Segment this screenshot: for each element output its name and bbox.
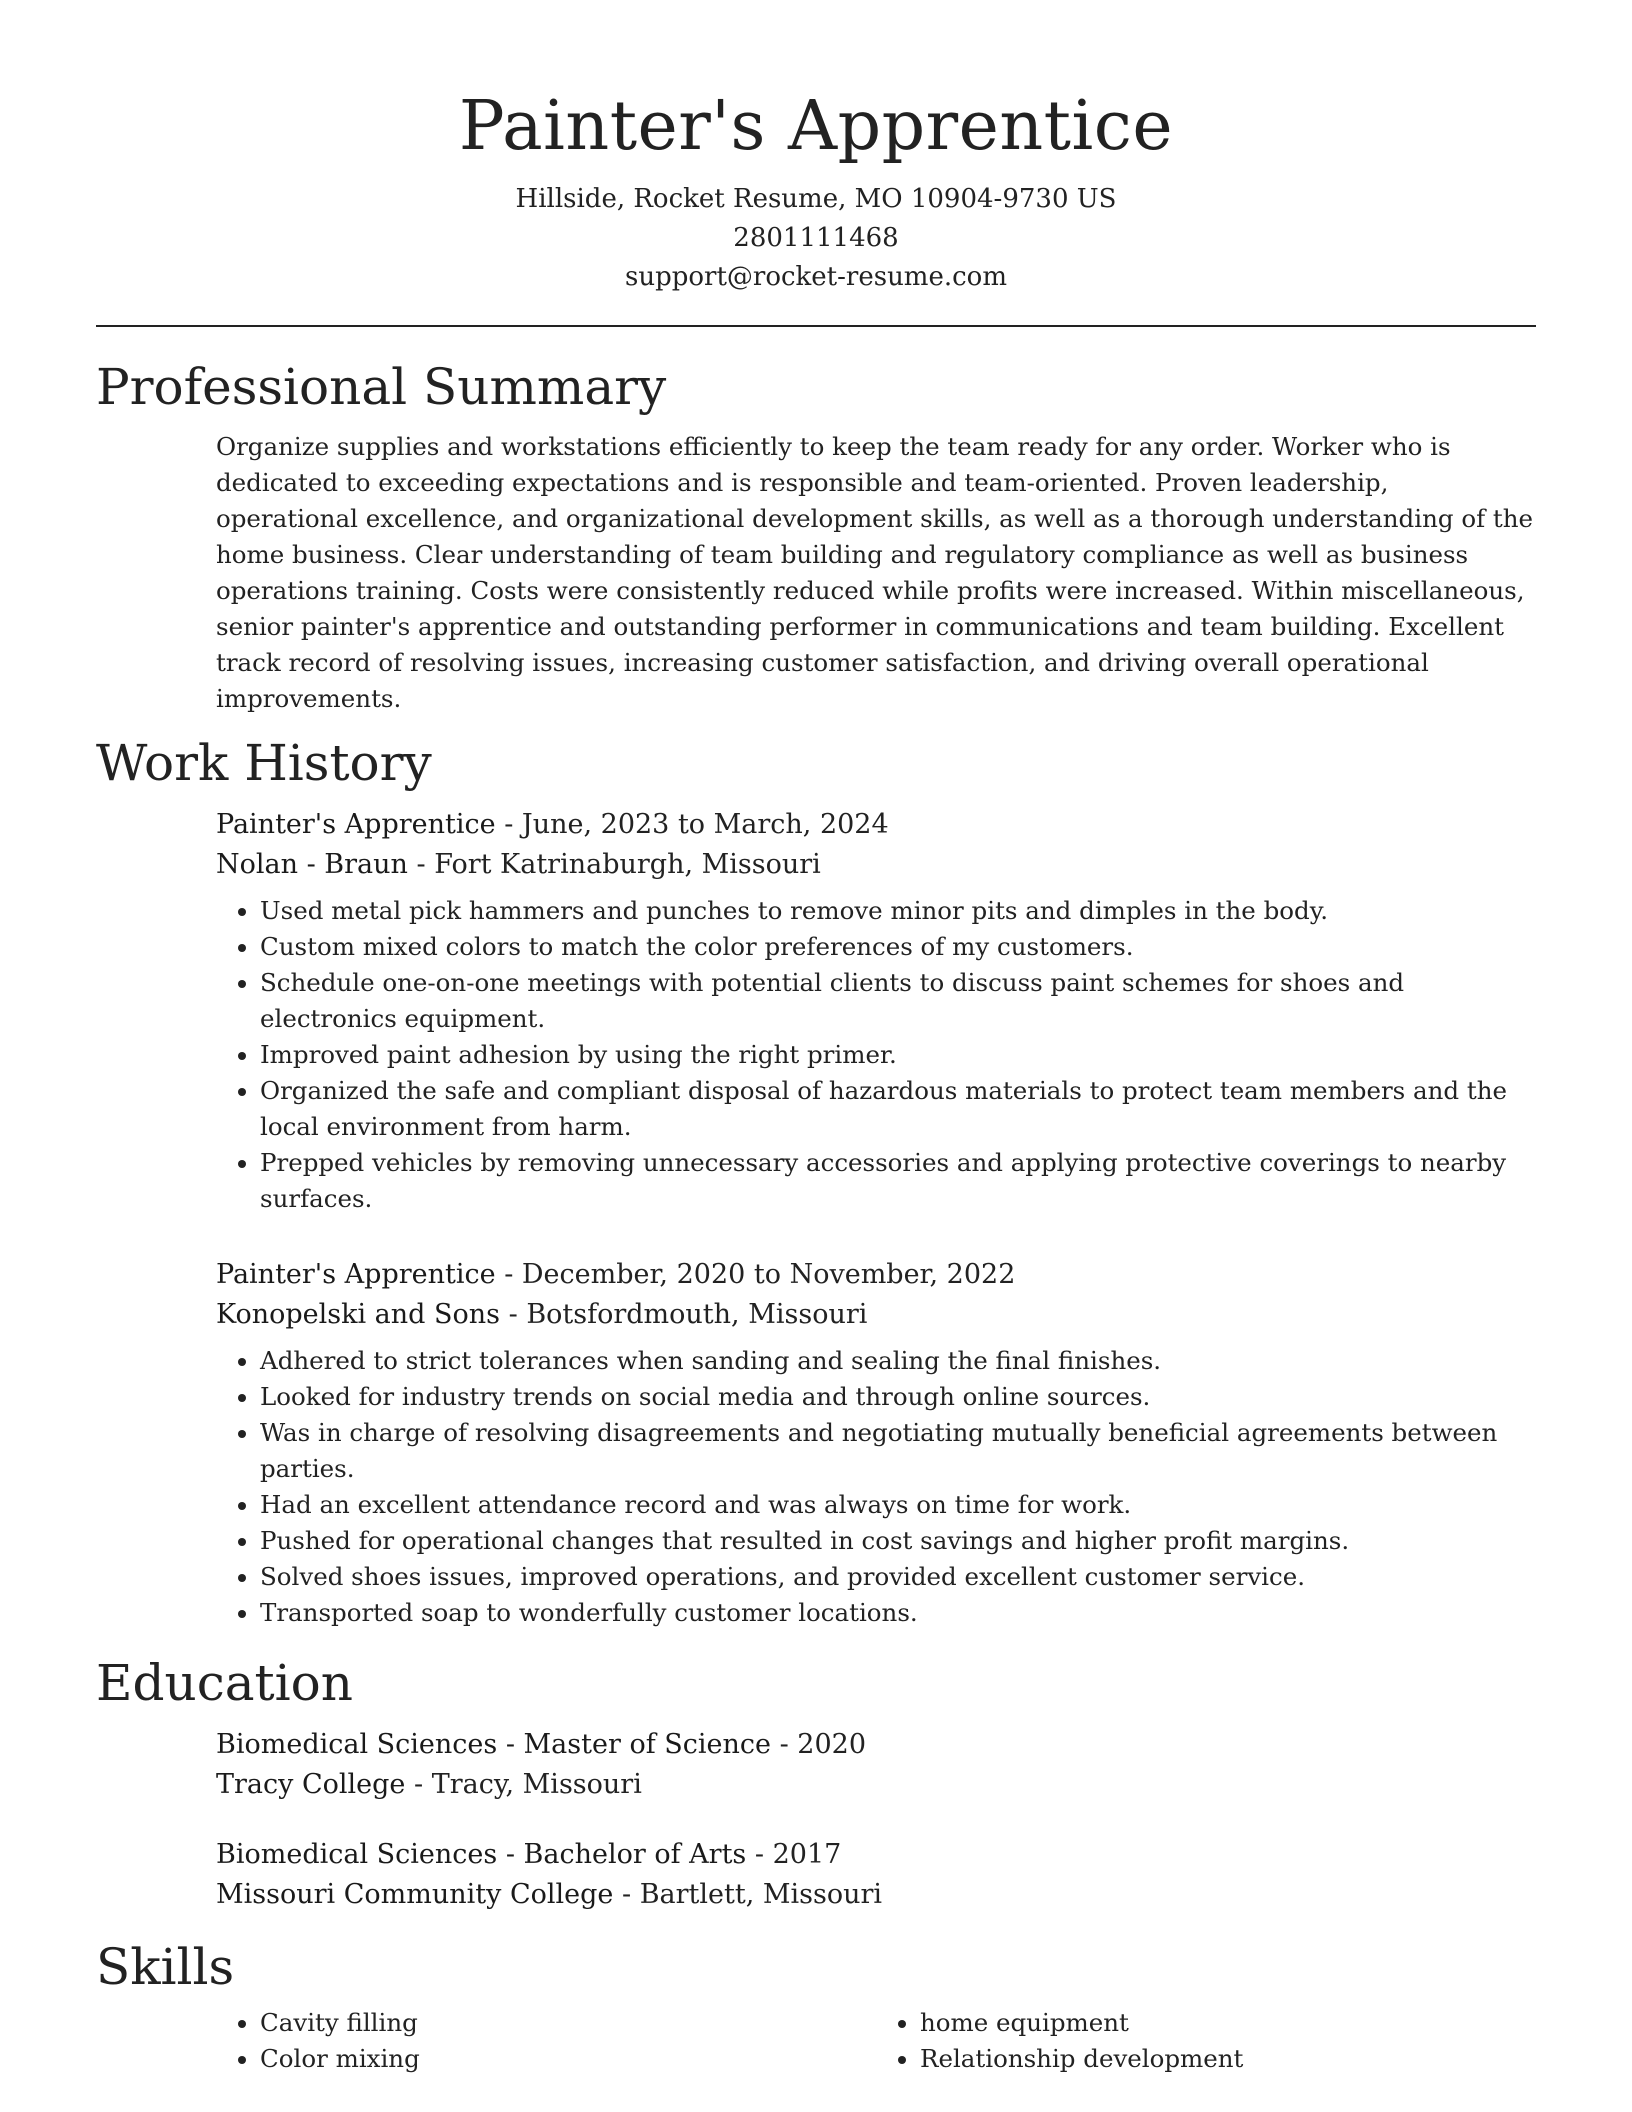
job-entry	[216, 1255, 1536, 1631]
list-item: • Custom mixed colors to match the color preferences of my customers.	[260, 929, 1536, 965]
job-location: - Fort Katrinaburgh, Missouri	[407, 849, 821, 880]
job-location: - Botsfordmouth, Missouri	[500, 1299, 868, 1330]
job-bullets	[216, 1343, 1536, 1631]
school-location: - Bartlett, Missouri	[613, 1879, 883, 1910]
list-item: • Improved paint adhesion by using the right primer.	[260, 1037, 1536, 1073]
skill-item: • Color mixing	[260, 2041, 876, 2077]
job-dates: - June, 2023 to March, 2024	[495, 809, 889, 840]
skills-grid	[216, 2005, 1536, 2077]
education-heading: Education	[96, 1654, 353, 1712]
list-item: • Organized the safe and compliant disposal of hazardous materials to protect team members and the local environment from harm.	[260, 1073, 1536, 1145]
degree-line	[216, 1725, 1536, 1765]
list-item: • Prepped vehicles by removing unnecessary accessories and applying protective coverings to nearby surfaces.	[260, 1145, 1536, 1217]
job-role: Painter's Apprentice	[216, 1259, 496, 1290]
list-item: • Pushed for operational changes that resulted in cost savings and higher profit margins.	[260, 1523, 1536, 1559]
job-company-line	[216, 1295, 1536, 1335]
skills-section	[216, 2005, 1536, 2077]
job-dates: - December, 2020 to November, 2022	[495, 1259, 1016, 1290]
list-item: • Used metal pick hammers and punches to remove minor pits and dimples in the body.	[260, 893, 1536, 929]
job-company-line	[216, 845, 1536, 885]
degree-year: - 2020	[771, 1729, 867, 1760]
contact-address: Hillside, Rocket Resume, MO 10904-9730 US	[515, 184, 1117, 214]
list-item: • Solved shoes issues, improved operations, and provided excellent customer service.	[260, 1559, 1536, 1595]
contact-phone: 2801111468	[733, 223, 899, 253]
summary-section	[216, 429, 1536, 717]
list-item: • Transported soap to wonderfully customer locations.	[260, 1595, 1536, 1631]
skills-heading: Skills	[96, 1938, 235, 1996]
work-history-heading: Work History	[96, 734, 432, 792]
list-item: • Schedule one-on-one meetings with potential clients to discuss paint schemes for shoes and electronics equipment.	[260, 965, 1536, 1037]
job-title-line	[216, 805, 1536, 845]
degree-line	[216, 1835, 1536, 1875]
skill-item: • Cavity filling	[260, 2005, 876, 2041]
contact-email: support@rocket-resume.com	[624, 262, 1007, 292]
school-line	[216, 1875, 1536, 1915]
degree-year: - 2017	[746, 1839, 842, 1870]
skills-column-right	[876, 2005, 1536, 2077]
list-item: • Had an excellent attendance record and was always on time for work.	[260, 1487, 1536, 1523]
work-history-section	[216, 805, 1536, 1631]
job-bullets	[216, 893, 1536, 1217]
header-divider	[96, 325, 1536, 327]
list-item: • Looked for industry trends on social media and through online sources.	[260, 1379, 1536, 1415]
candidate-name: Painter's Apprentice	[458, 87, 1174, 166]
list-item: • Adhered to strict tolerances when sanding and sealing the final finishes.	[260, 1343, 1536, 1379]
summary-heading: Professional Summary	[96, 358, 667, 416]
school-line	[216, 1765, 1536, 1805]
degree-type: - Bachelor of Arts	[497, 1839, 747, 1870]
job-company: Nolan - Braun	[216, 849, 408, 880]
school-location: - Tracy, Missouri	[405, 1769, 642, 1800]
degree-major: Biomedical Sciences	[216, 1729, 498, 1760]
school-name: Tracy College	[216, 1769, 406, 1800]
summary-text: Organize supplies and workstations efficiently to keep the team ready for any order. Worker who is dedicated to exceeding expectations and is responsible and team-oriented. Proven leadership, operational excellence, and organizational development skills, as well as a thorough understanding of the home business. Clear understanding of team building and regulatory compliance as well as business operations training. Costs were consistently reduced while profits were increased. Within miscellaneous, senior painter's apprentice and outstanding performer in communications and team building. Excellent track record of resolving issues, increasing customer satisfaction, and driving overall operational improvements.	[216, 432, 1534, 713]
list-item: • Was in charge of resolving disagreements and negotiating mutually beneficial agreements between parties.	[260, 1415, 1536, 1487]
job-title-line	[216, 1255, 1536, 1295]
job-company: Konopelski and Sons	[216, 1299, 501, 1330]
skills-column-left	[216, 2005, 876, 2077]
education-section	[216, 1725, 1536, 1915]
resume-header	[96, 0, 1536, 297]
job-entry	[216, 805, 1536, 1217]
skill-item: • Relationship development	[920, 2041, 1536, 2077]
skill-item: • home equipment	[920, 2005, 1536, 2041]
job-role: Painter's Apprentice	[216, 809, 496, 840]
school-name: Missouri Community College	[216, 1879, 614, 1910]
degree-major: Biomedical Sciences	[216, 1839, 498, 1870]
degree-type: - Master of Science	[497, 1729, 772, 1760]
degree-entry	[216, 1725, 1536, 1805]
resume-page	[96, 0, 1536, 2077]
degree-entry	[216, 1835, 1536, 1915]
